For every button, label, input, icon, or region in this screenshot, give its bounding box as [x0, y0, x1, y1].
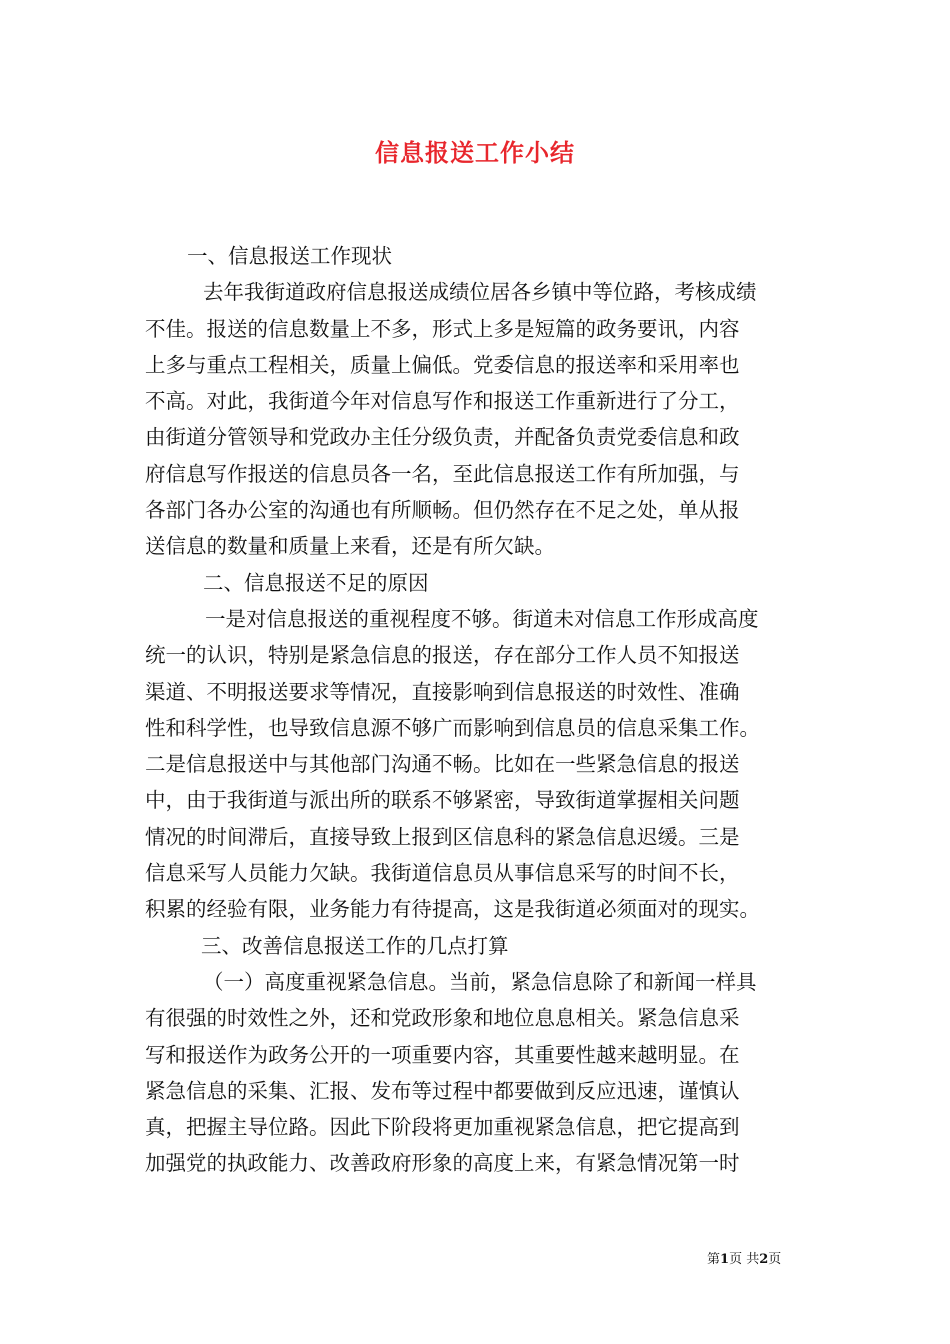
paragraph-line: 信息采写人员能力欠缺。我街道信息员从事信息采写的时间不长， — [145, 861, 740, 886]
paragraph-line: 二是信息报送中与其他部门沟通不畅。比如在一些紧急信息的报送 — [145, 752, 740, 777]
section-heading-1: 一、信息报送工作现状 — [187, 244, 392, 268]
paragraph-line: 一是对信息报送的重视程度不够。街道未对信息工作形成高度 — [205, 606, 759, 631]
paragraph-line: 由街道分管领导和党政办主任分级负责，并配备负责党委信息和政 — [145, 425, 740, 450]
document-title: 信息报送工作小结 — [375, 138, 575, 167]
paragraph-line: 有很强的时效性之外，还和党政形象和地位息息相关。紧急信息采 — [145, 1006, 740, 1031]
section-heading-2: 二、信息报送不足的原因 — [203, 570, 429, 595]
paragraph-line: （一）高度重视紧急信息。当前，紧急信息除了和新闻一样具 — [203, 969, 757, 994]
paragraph-line: 情况的时间滞后，直接导致上报到区信息科的紧急信息迟缓。三是 — [145, 824, 740, 849]
footer-suffix: 页 — [768, 1252, 782, 1267]
footer-prefix: 第 — [707, 1252, 721, 1267]
paragraph-line: 不高。对此，我街道今年对信息写作和报送工作重新进行了分工， — [145, 389, 740, 414]
paragraph-line: 中，由于我街道与派出所的联系不够紧密，导致街道掌握相关问题 — [145, 788, 740, 813]
paragraph-line: 真，把握主导位路。因此下阶段将更加重视紧急信息，把它提高到 — [145, 1115, 740, 1140]
document-body — [145, 238, 807, 1182]
footer-middle: 页 共 — [729, 1252, 760, 1267]
paragraph-line: 统一的认识，特别是紧急信息的报送，存在部分工作人员不知报送 — [145, 643, 740, 668]
paragraph-line: 去年我街道政府信息报送成绩位居各乡镇中等位路，考核成绩 — [203, 280, 757, 305]
paragraph-line: 府信息写作报送的信息员各一名，至此信息报送工作有所加强，与 — [145, 461, 740, 486]
paragraph-line: 不佳。报送的信息数量上不多，形式上多是短篇的政务要讯，内容 — [145, 316, 740, 341]
section-heading-3: 三、改善信息报送工作的几点打算 — [201, 933, 509, 958]
paragraph-line: 上多与重点工程相关，质量上偏低。党委信息的报送率和采用率也 — [145, 352, 740, 377]
paragraph-line: 写和报送作为政务公开的一项重要内容，其重要性越来越明显。在 — [145, 1042, 740, 1067]
footer-total-pages: 2 — [759, 1252, 769, 1267]
page-footer — [707, 1248, 781, 1267]
paragraph-line: 送信息的数量和质量上来看，还是有所欠缺。 — [145, 534, 555, 559]
paragraph-line: 性和科学性，也导致信息源不够广而影响到信息员的信息采集工作。 — [145, 715, 760, 740]
paragraph-line: 紧急信息的采集、汇报、发布等过程中都要做到反应迅速，谨慎认 — [145, 1078, 740, 1103]
paragraph-line: 各部门各办公室的沟通也有所顺畅。但仍然存在不足之处，单从报 — [145, 498, 740, 523]
paragraph-line: 渠道、不明报送要求等情况，直接影响到信息报送的时效性、准确 — [145, 679, 740, 704]
paragraph-line: 积累的经验有限，业务能力有待提高，这是我街道必须面对的现实。 — [145, 897, 760, 922]
footer-page-number: 1 — [720, 1252, 730, 1267]
paragraph-line: 加强党的执政能力、改善政府形象的高度上来，有紧急情况第一时 — [145, 1151, 740, 1176]
